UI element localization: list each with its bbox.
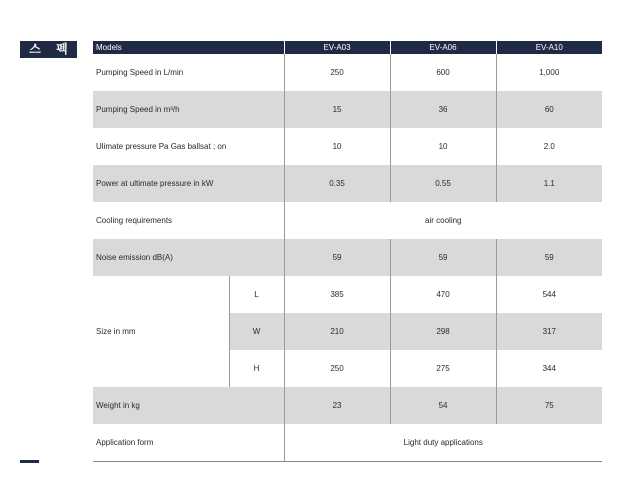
table-cell: 59 xyxy=(284,239,390,276)
table-cell: 36 xyxy=(390,91,496,128)
row-label: Power at ultimate pressure in kW xyxy=(93,165,284,202)
table-row xyxy=(93,54,602,91)
model-column-header: EV-A06 xyxy=(390,41,496,54)
row-label: Pumping Speed in m³/h xyxy=(93,91,284,128)
table-cell: 10 xyxy=(284,128,390,165)
table-cell: 60 xyxy=(496,91,602,128)
spec-table xyxy=(93,41,602,462)
table-cell: 59 xyxy=(496,239,602,276)
section-marker xyxy=(20,460,39,463)
table-header-row xyxy=(93,41,602,54)
table-cell: 210 xyxy=(284,313,390,350)
table-row xyxy=(93,128,602,165)
table-row xyxy=(93,387,602,424)
table-row xyxy=(93,165,602,202)
table-cell: 317 xyxy=(496,313,602,350)
dimension-label: W xyxy=(229,313,284,350)
table-cell: 250 xyxy=(284,350,390,387)
model-column-header: EV-A03 xyxy=(284,41,390,54)
table-row xyxy=(93,202,602,239)
model-column-header: EV-A10 xyxy=(496,41,602,54)
table-cell: 59 xyxy=(390,239,496,276)
table-cell: 0.55 xyxy=(390,165,496,202)
row-label: Pumping Speed in L/min xyxy=(96,68,184,77)
table-cell: 344 xyxy=(496,350,602,387)
dimension-label: H xyxy=(229,350,284,387)
section-tag: 스 펙 xyxy=(20,41,77,58)
table-cell: 250 xyxy=(284,54,390,91)
row-label: Ulimate pressure Pa Gas ballsat ; on xyxy=(96,142,227,151)
table-cell: 1.1 xyxy=(496,165,602,202)
models-header: Models xyxy=(93,41,284,54)
table-cell: 1,000 xyxy=(496,54,602,91)
table-cell: 15 xyxy=(284,91,390,128)
table-row xyxy=(93,276,602,313)
row-label: Size in mm xyxy=(93,276,229,387)
table-cell: 470 xyxy=(390,276,496,313)
row-label: Weight in kg xyxy=(93,387,284,424)
table-cell: 10 xyxy=(390,128,496,165)
table-cell: 75 xyxy=(496,387,602,424)
table-cell: 23 xyxy=(284,387,390,424)
table-cell: 544 xyxy=(496,276,602,313)
row-label: Cooling requirements xyxy=(96,216,173,225)
table-row xyxy=(93,91,602,128)
row-label: Application form xyxy=(93,424,284,462)
table-cell: 2.0 xyxy=(496,128,602,165)
table-cell: 385 xyxy=(284,276,390,313)
table-cell: 600 xyxy=(390,54,496,91)
table-cell: 298 xyxy=(390,313,496,350)
table-row xyxy=(93,239,602,276)
table-row xyxy=(93,424,602,462)
table-cell: air cooling xyxy=(284,202,602,239)
table-cell: 54 xyxy=(390,387,496,424)
table-cell: 0.35 xyxy=(284,165,390,202)
table-cell: 275 xyxy=(390,350,496,387)
row-label: Noise emission dB(A) xyxy=(93,239,284,276)
dimension-label: L xyxy=(229,276,284,313)
table-cell: Light duty applications xyxy=(284,424,602,462)
